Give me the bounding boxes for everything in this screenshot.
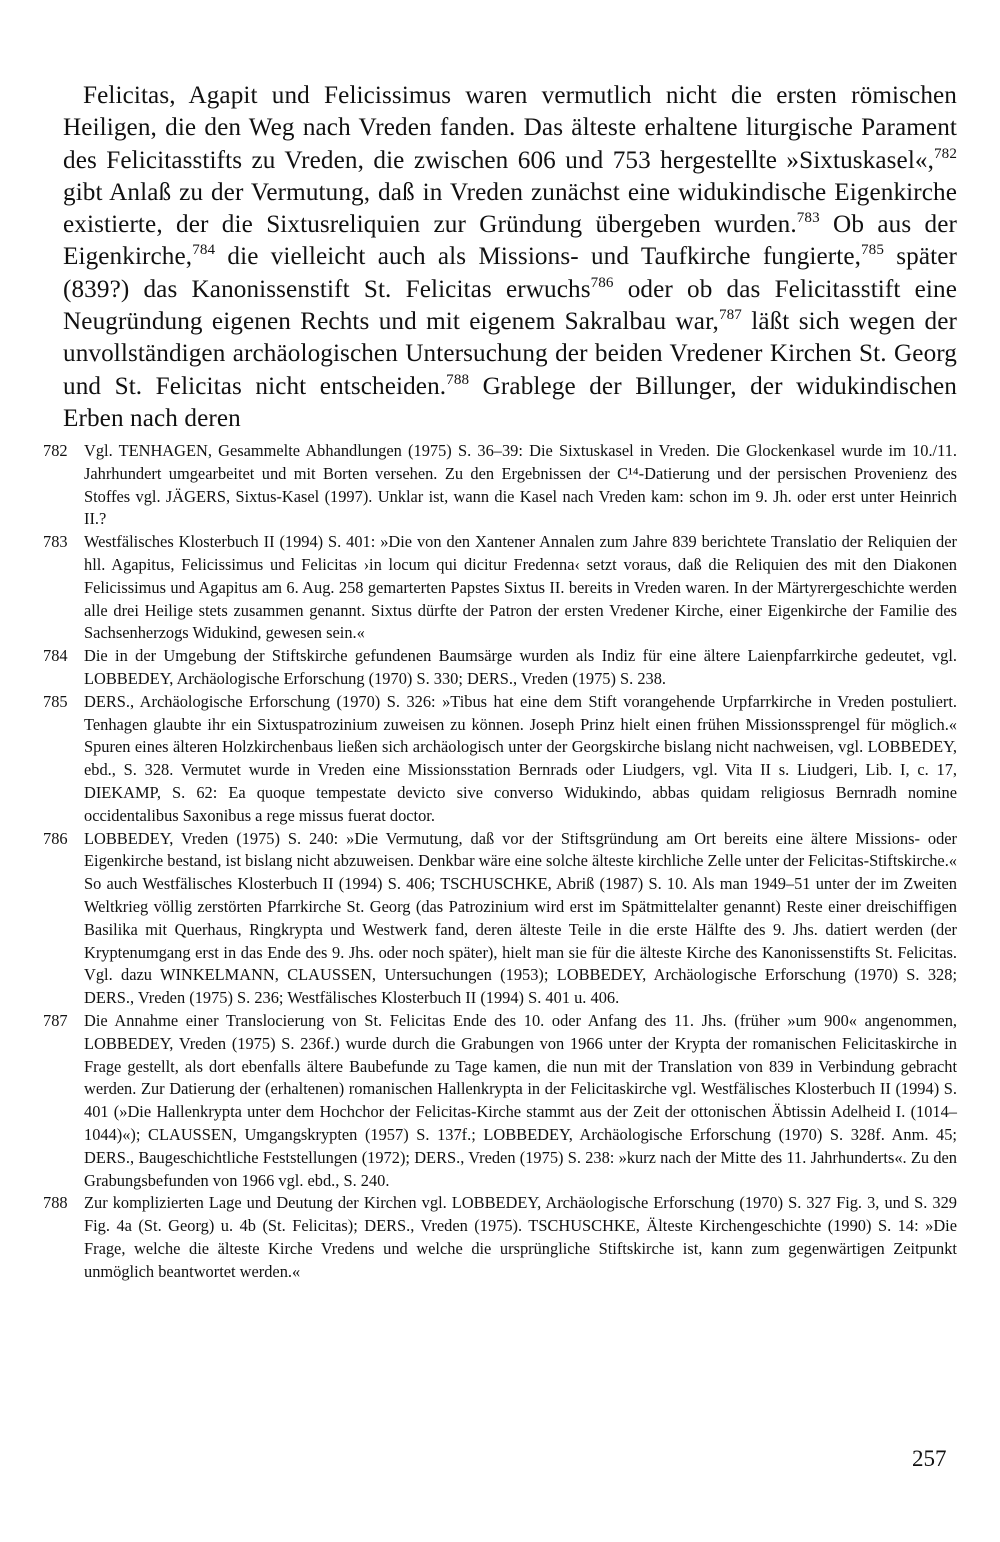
footnote-text: Die in der Umgebung der Stiftskirche gefundenen Baumsärge wurden als Indiz für eine ältere Laienpfarrkirche gedeutet, vgl. LOBBEDEY, Archäologische Erforschung (1970) S. 330; DERS., Vreden (1975) S. 238.	[84, 646, 957, 688]
footnote	[43, 691, 957, 828]
footnote	[43, 1010, 957, 1192]
text-run: die vielleicht auch als Missions- und Taufkirche fungierte,	[215, 243, 862, 271]
footnote	[43, 440, 957, 531]
page-number: 257	[912, 1446, 947, 1471]
footnote-ref: 785	[861, 242, 884, 259]
main-body-text	[63, 80, 957, 435]
text-run: läßt sich wegen der unvollständigen archäologischen Untersuchung der beiden Vredener Kirchen St. Georg und St. Felicitas nicht entscheiden.	[63, 308, 957, 400]
text-run: Grablege der Billunger, der widukindischen Erben nach deren	[63, 372, 957, 432]
footnote-number: 784	[43, 646, 68, 666]
footnote	[43, 828, 957, 1010]
footnote-text: Westfälisches Klosterbuch II (1994) S. 401: »Die von den Xantener Annalen zum Jahre 839 berichtete Translatio der Reliquien der hll. Agapitus, Felicissimus und Felicitas ›in locum qui dicitur Fredenna‹ setzt voraus, daß die Reliquien des mit den Diakonen Felicissimus und Agapitus am 6. Aug. 258 gemarterten Papstes Sixtus II. bereits in Vreden waren. In der Märtyrergeschichte werden alle drei Heilige stets zusammen genannt. Sixtus dürfte der Patron der ersten Vredener Kirche, einer Eigenkirche der Familie des Sachsenherzogs Widukind, gewesen sein.«	[84, 532, 957, 643]
footnote-number: 783	[43, 532, 68, 552]
text-run: Felicitas, Agapit und Felicissimus waren vermutlich nicht die ersten römischen Heiligen, die den Weg nach Vreden fanden. Das älteste erhaltene liturgische Parament des Felicitasstifts zu Vreden, die zwischen 606 und 753 hergestellte »Sixtuskasel«,	[63, 82, 957, 174]
footnote-number: 785	[43, 691, 68, 711]
body-paragraph	[63, 80, 957, 435]
footnote-ref: 784	[192, 242, 216, 259]
text-run: gibt Anlaß zu der Vermutung, daß in Vreden zunächst eine widukindische Eigenkirche existierte, der die Sixtusreliquien zur Gründung übergeben wurden.	[63, 178, 957, 239]
footnote-number: 786	[43, 828, 68, 848]
footnote-ref: 782	[934, 145, 957, 162]
footnote-ref: 786	[590, 274, 614, 291]
footnote-text: LOBBEDEY, Vreden (1975) S. 240: »Die Vermutung, daß vor der Stiftsgründung am Ort bereits eine ältere Missions- oder Eigenkirche bestand, ist bislang nicht abzuweisen. Denkbar wäre eine solche älteste kirchliche Zelle unter der Felicitas-Stiftskirche.« So auch Westfälisches Klosterbuch II (1994) S. 406; TSCHUSCHKE, Abriß (1987) S. 10. Als man 1949–51 unter der im Zweiten Weltkrieg völlig zerstörten Pfarrkirche St. Georg (das Patrozinium wird erst im Spätmittelalter genannt) Reste einer dreischiffigen Basilika mit Querhaus, Ringkrypta und Westwerk fand, deren älteste Teile in die erste Hälfte des 9. Jhs. datiert werden (der Kryptenumgang erst in das Ende des 9. Jhs. oder noch später), hielt man sie für die älteste Kirche des Kanonissenstifts St. Felicitas. Vgl. dazu WINKELMANN, CLAUSSEN, Untersuchungen (1953); LOBBEDEY, Archäologische Erforschung (1970) S. 328; DERS., Vreden (1975) S. 236; Westfälisches Klosterbuch II (1994) S. 401 u. 406.	[84, 828, 957, 1008]
footnote-ref: 783	[796, 210, 820, 227]
footnote-ref: 788	[446, 371, 470, 388]
footnote-ref: 787	[718, 307, 742, 324]
footnote-number: 788	[43, 1193, 68, 1213]
footnote	[43, 645, 957, 691]
footnote-text: Vgl. TENHAGEN, Gesammelte Abhandlungen (1975) S. 36–39: Die Sixtuskasel in Vreden. Die Glockenkasel wurde im 10./11. Jahrhundert umgearbeitet und mit Borten versehen. Zu den Ergebnissen der C¹⁴-Datierung und der persischen Provenienz des Stoffes vgl. JÄGERS, Sixtus-Kasel (1997). Unklar ist, wann die Kasel nach Vreden kam: schon im 9. Jh. oder erst unter Heinrich II.?	[84, 441, 957, 529]
text-run: später (839?) das Kanonissenstift St. Felicitas erwuchs	[63, 243, 957, 303]
footnote-number: 787	[43, 1010, 68, 1030]
footnote	[43, 1192, 957, 1283]
footnote	[43, 531, 957, 645]
text-run: Ob aus der Eigenkirche,	[63, 211, 958, 271]
footnote-text: DERS., Archäologische Erforschung (1970) S. 326: »Tibus hat eine dem Stift vorangehende Urpfarrkirche in Vreden postuliert. Tenhagen glaubte ihr ein Sixtuspatrozinium zuweisen zu können. Joseph Prinz hielt einen frühen Missionssprengel für möglich.« Spuren eines älteren Holzkirchenbaus ließen sich archäologisch unter der Georgskirche bislang nicht nachweisen, vgl. LOBBEDEY, ebd., S. 328. Vermutet wurde in Vreden eine Missionsstation Bernrads oder Liudgers, vgl. Vita II s. Liudgeri, Lib. I, c. 17, DIEKAMP, S. 62: Ea quoque tempestate devicto sive converso Widukindo, abbas quidam religiosus Bernradh nomine occidentalibus Saxonibus a rege missus fuerat doctor.	[84, 691, 957, 825]
footnote-text: Die Annahme einer Translocierung von St. Felicitas Ende des 10. oder Anfang des 11. Jhs. (früher »um 900« angenommen, LOBBEDEY, Vreden (1975) S. 236f.) wurde durch die Grabungen von 1966 unter der Krypta der romanischen Felicitaskirche in Frage gestellt, als dort ebenfalls ältere Baubefunde zu Tage kamen, die nun mit der Translation von 839 in Verbindung gebracht werden. Zur Datierung der (erhaltenen) romanischen Hallenkrypta in der Felicitaskirche vgl. Westfälisches Klosterbuch II (1994) S. 401 (»Die Hallenkrypta unter dem Hochchor der Felicitas-Kirche stammt aus der Zeit der ottonischen Äbtissin Adelheid I. (1014–1044)«); CLAUSSEN, Umgangskrypten (1957) S. 137f.; LOBBEDEY, Archäologische Erforschung (1970) S. 328f. Anm. 45; DERS., Baugeschichtliche Feststellungen (1972); DERS., Vreden (1975) S. 238: »kurz nach der Mitte des 11. Jahrhunderts«. Zu den Grabungsbefunden von 1966 vgl. ebd., S. 240.	[84, 1010, 957, 1190]
footnote-number: 782	[43, 441, 68, 460]
footnotes-section	[43, 440, 957, 1283]
text-run: oder ob das Felicitasstift eine Neugründung eigenen Rechts und mit eigenem Sakralbau war,	[63, 275, 957, 336]
footnote-text: Zur komplizierten Lage und Deutung der Kirchen vgl. LOBBEDEY, Archäologische Erforschung (1970) S. 327 Fig. 3, und S. 329 Fig. 4a (St. Georg) u. 4b (St. Felicitas); DERS., Vreden (1975). TSCHUSCHKE, Älteste Kirchengeschichte (1990) S. 14: »Die Frage, welche die älteste Kirche Vredens und welche die ursprüngliche Stiftskirche ist, kann zum gegenwärtigen Zeitpunkt unmöglich beantwortet werden.«	[84, 1193, 957, 1281]
